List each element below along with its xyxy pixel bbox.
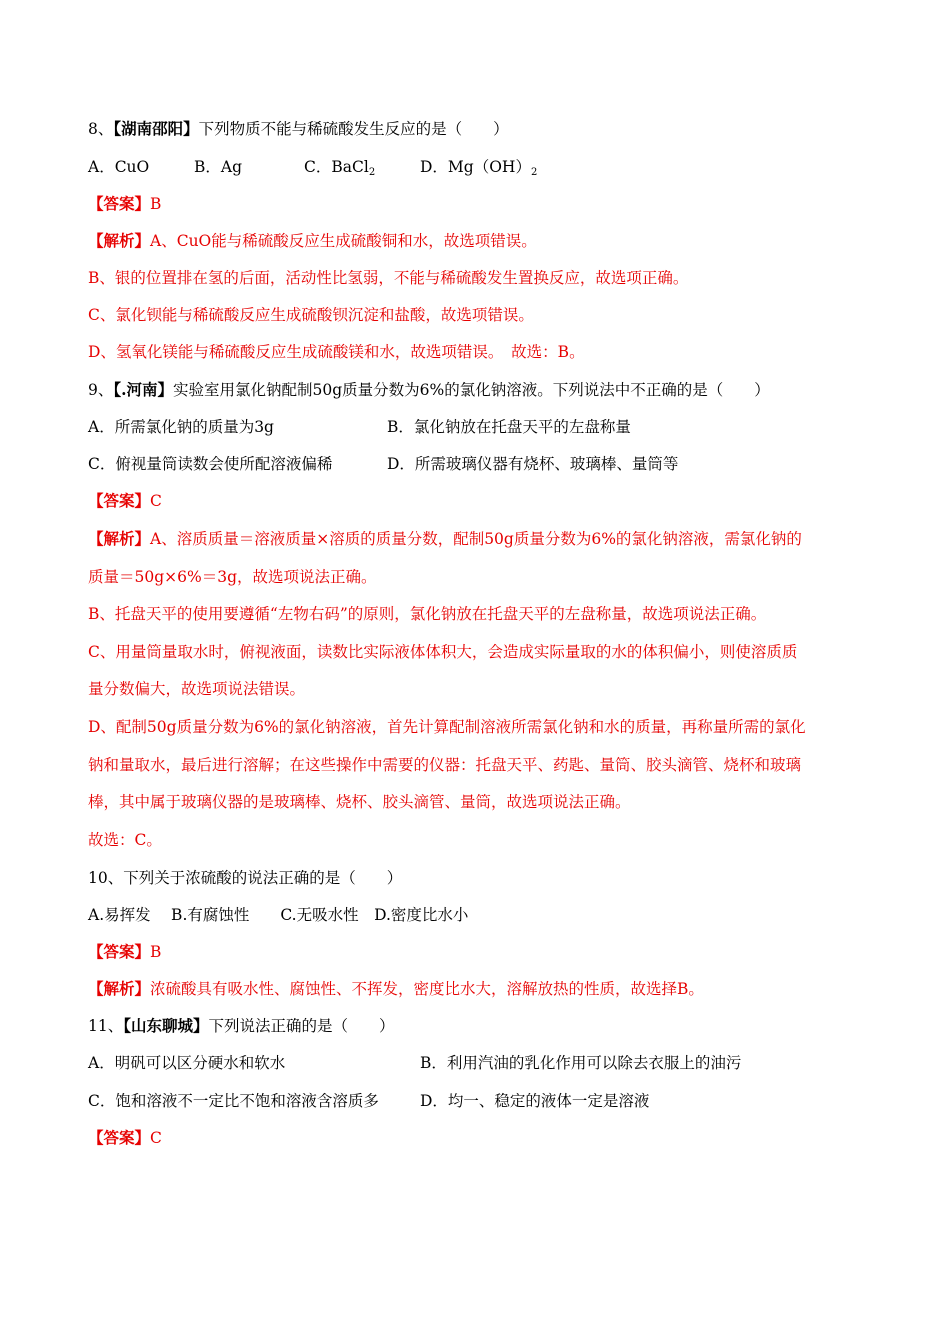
option-a: A．所需氯化钠的质量为3g	[88, 418, 274, 436]
analysis-line: B、托盘天平的使用要遵循“左物右码”的原则，氯化钠放在托盘天平的左盘称量，故选项说法正确。	[88, 605, 767, 623]
answer	[88, 942, 161, 962]
analysis-label: 【解析】	[88, 231, 151, 250]
question-source: 【湖南邵阳】	[113, 119, 199, 138]
question-9	[88, 380, 770, 400]
answer-value: C	[150, 492, 162, 510]
answer-label: 【答案】	[88, 1128, 151, 1147]
question-stem: 下列物质不能与稀硫酸发生反应的是（ ）	[198, 120, 509, 138]
question-stem: 实验室用氯化钠配制50g质量分数为6%的氯化钠溶液。下列说法中不正确的是（ ）	[173, 381, 770, 399]
analysis-label: 【解析】	[88, 979, 151, 998]
analysis-line: B、银的位置排在氢的后面，活动性比氢弱，不能与稀硫酸发生置换反应，故选项正确。	[88, 269, 689, 287]
option-a: A．CuO	[88, 158, 150, 176]
analysis-line: 质量＝50g×6%＝3g，故选项说法正确。	[88, 568, 377, 586]
question-number: 8、	[88, 120, 114, 138]
analysis-line: 钠和量取水，最后进行溶解；在这些操作中需要的仪器：托盘天平、药匙、量筒、胶头滴管、烧杯和玻璃	[88, 756, 802, 774]
analysis-line: C、用量筒量取水时，俯视液面，读数比实际液体体积大，会造成实际量取的水的体积偏小，则使溶质质	[88, 643, 798, 661]
option-c: C．BaCl$_2$	[304, 158, 376, 178]
analysis-label: 【解析】	[88, 529, 151, 548]
question-stem: 下列说法正确的是（ ）	[208, 1017, 395, 1035]
option-c: C．俯视量筒读数会使所配溶液偏稀	[88, 455, 333, 473]
analysis-line: C、氯化钡能与稀硫酸反应生成硫酸钡沉淀和盐酸，故选项错误。	[88, 306, 534, 324]
analysis-line: 棒，其中属于玻璃仪器的是玻璃棒、烧杯、胶头滴管、量筒，故选项说法正确。	[88, 793, 631, 811]
question-10: 10、下列关于浓硫酸的说法正确的是（ ）	[88, 869, 403, 887]
analysis-line: 量分数偏大，故选项说法错误。	[88, 680, 306, 698]
question-number: 9、	[88, 381, 114, 399]
option-d: D．所需玻璃仪器有烧杯、玻璃棒、量筒等	[387, 455, 679, 473]
answer-label: 【答案】	[88, 194, 151, 213]
analysis-line: 故选：C。	[88, 831, 162, 849]
answer-label: 【答案】	[88, 942, 151, 961]
option-c: C．饱和溶液不一定比不饱和溶液含溶质多	[88, 1092, 379, 1110]
answer	[88, 491, 162, 511]
option-a: A．明矾可以区分硬水和软水	[88, 1054, 286, 1072]
answer	[88, 194, 161, 214]
question-source: 【山东聊城】	[123, 1016, 209, 1035]
answer-label: 【答案】	[88, 491, 151, 510]
analysis-line: 【解析】A、溶质质量＝溶液质量×溶质的质量分数，配制50g质量分数为6%的氯化钠溶液，需氯化钠的	[88, 529, 802, 548]
question-source: 【.河南】	[113, 380, 174, 399]
option-d: D．均一、稳定的液体一定是溶液	[420, 1092, 650, 1110]
option-b: B．氯化钠放在托盘天平的左盘称量	[387, 418, 631, 436]
option-b: B．Ag	[194, 158, 243, 176]
answer-value: B	[150, 195, 162, 213]
answer-value: C	[150, 1129, 162, 1147]
analysis-line: D、配制50g质量分数为6%的氯化钠溶液，首先计算配制溶液所需氯化钠和水的质量，再称量所需的氯化	[88, 718, 806, 736]
analysis-line: D、氢氧化镁能与稀硫酸反应生成硫酸镁和水，故选项错误。 故选：B。	[88, 343, 585, 361]
analysis-line: 【解析】浓硫酸具有吸水性、腐蚀性、不挥发，密度比水大，溶解放热的性质，故选择B。	[88, 979, 704, 998]
question-8	[88, 119, 509, 139]
question-number: 11、	[88, 1017, 124, 1035]
option-d: D．$Mg(OH)_2$	[420, 158, 538, 178]
analysis-line: 【解析】A、CuO能与稀硫酸反应生成硫酸铜和水，故选项错误。	[88, 231, 537, 250]
answer	[88, 1128, 162, 1148]
option-b: B．利用汽油的乳化作用可以除去衣服上的油污	[420, 1054, 742, 1072]
question-10-options: A.易挥发 B.有腐蚀性 C.无吸水性 D.密度比水小	[88, 906, 469, 924]
answer-value: B	[150, 943, 162, 961]
question-11	[88, 1016, 395, 1036]
